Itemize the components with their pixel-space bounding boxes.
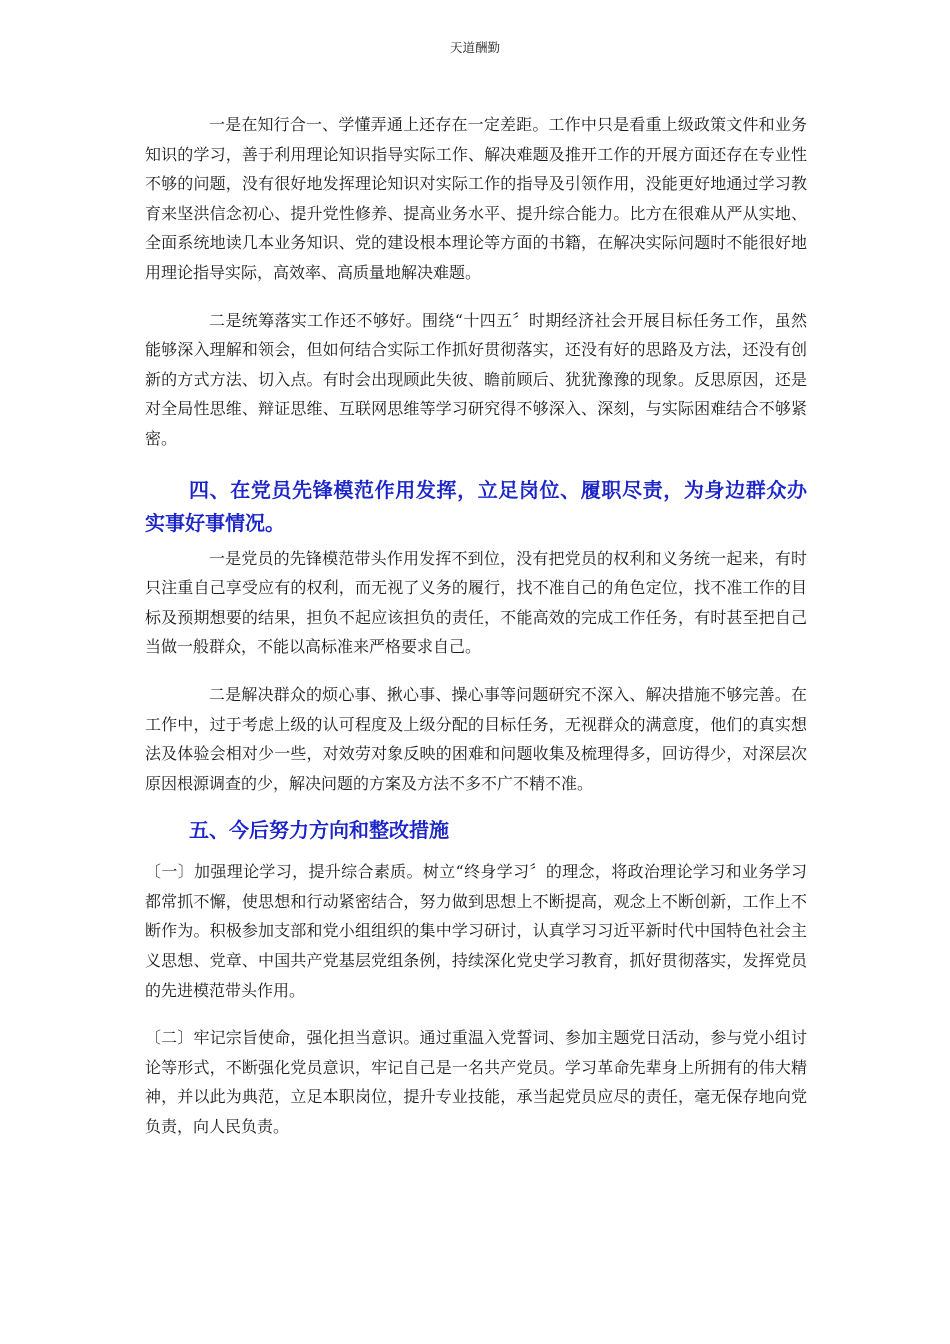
paragraph-5: 〔一〕加强理论学习，提升综合素质。树立“终身学习〞的理念，将政治理论学习和业务学习都常抓不懈，使思想和行动紧密结合，努力做到思想上不断提高，观念上不断创新，工作上不断作为。积极参加支部和党小组组织的集中学习研讨，认真学习习近平新时代中国特色社会主义思想、党章、中国共产党基层党组条例，持续深化党史学习教育，抓好贯彻落实，发挥党员的先进模范带头作用。 <box>145 862 807 1000</box>
section-heading-4: 四、在党员先锋模范作用发挥，立足岗位、履职尽责，为身边群众办实事好事情况。 <box>145 477 807 535</box>
section-heading-5: 五、今后努力方向和整改措施 <box>189 818 449 843</box>
document-body <box>145 110 807 1142</box>
paragraph-3: 一是党员的先锋模范带头作用发挥不到位，没有把党员的权利和义务统一起来，有时只注重自己享受应有的权利，而无视了义务的履行，找不准自己的角色定位，找不准工作的目标及预期想要的结果，担负不起应该担负的责任，不能高效的完成工作任务，有时甚至把自己当做一般群众，不能以高标准来严格要求自己。 <box>145 548 807 657</box>
paragraph-6: 〔二〕牢记宗旨使命，强化担当意识。通过重温入党誓词、参加主题党日活动，参与党小组讨论等形式，不断强化党员意识，牢记自己是一名共产党员。学习革命先辈身上所拥有的伟大精神，并以此为典范，立足本职岗位，提升专业技能，承当起党员应尽的责任，毫无保存地向党负责，向人民负责。 <box>145 1028 807 1137</box>
paragraph-1: 一是在知行合一、学懂弄通上还存在一定差距。工作中只是看重上级政策文件和业务知识的学习，善于利用理论知识指导实际工作、解决难题及推开工作的开展方面还存在专业性不够的问题，没有很好地发挥理论知识对实际工作的指导及引领作用，没能更好地通过学习教育来坚洪信念初心、提升党性修养、提高业务水平、提升综合能力。比方在很难从严从实地、全面系统地读几本业务知识、党的建设根本理论等方面的书籍，在解决实际问题时不能很好地用理论指导实际，高效率、高质量地解决难题。 <box>145 115 807 282</box>
paragraph-4: 二是解决群众的烦心事、揪心事、操心事等问题研究不深入、解决措施不够完善。在工作中，过于考虑上级的认可程度及上级分配的目标任务，无视群众的满意度，他们的真实想法及体验会相对少一些，对效劳对象反映的困难和问题收集及梳理得多，回访得少，对深层次原因根源调查的少，解决问题的方案及方法不多不广不精不准。 <box>145 684 807 793</box>
paragraph-2: 二是统筹落实工作还不够好。围绕“十四五〞时期经济社会开展目标任务工作，虽然能够深入理解和领会，但如何结合实际工作抓好贯彻落实，还没有好的思路及方法，还没有创新的方式方法、切入点。有时会出现顾此失彼、瞻前顾后、犹犹豫豫的现象。反思原因，还是对全局性思维、辩证思维、互联网思维等学习研究得不够深入、深刻，与实际困难结合不够紧密。 <box>145 310 807 448</box>
page-header: 天道酬勤 <box>449 40 500 55</box>
